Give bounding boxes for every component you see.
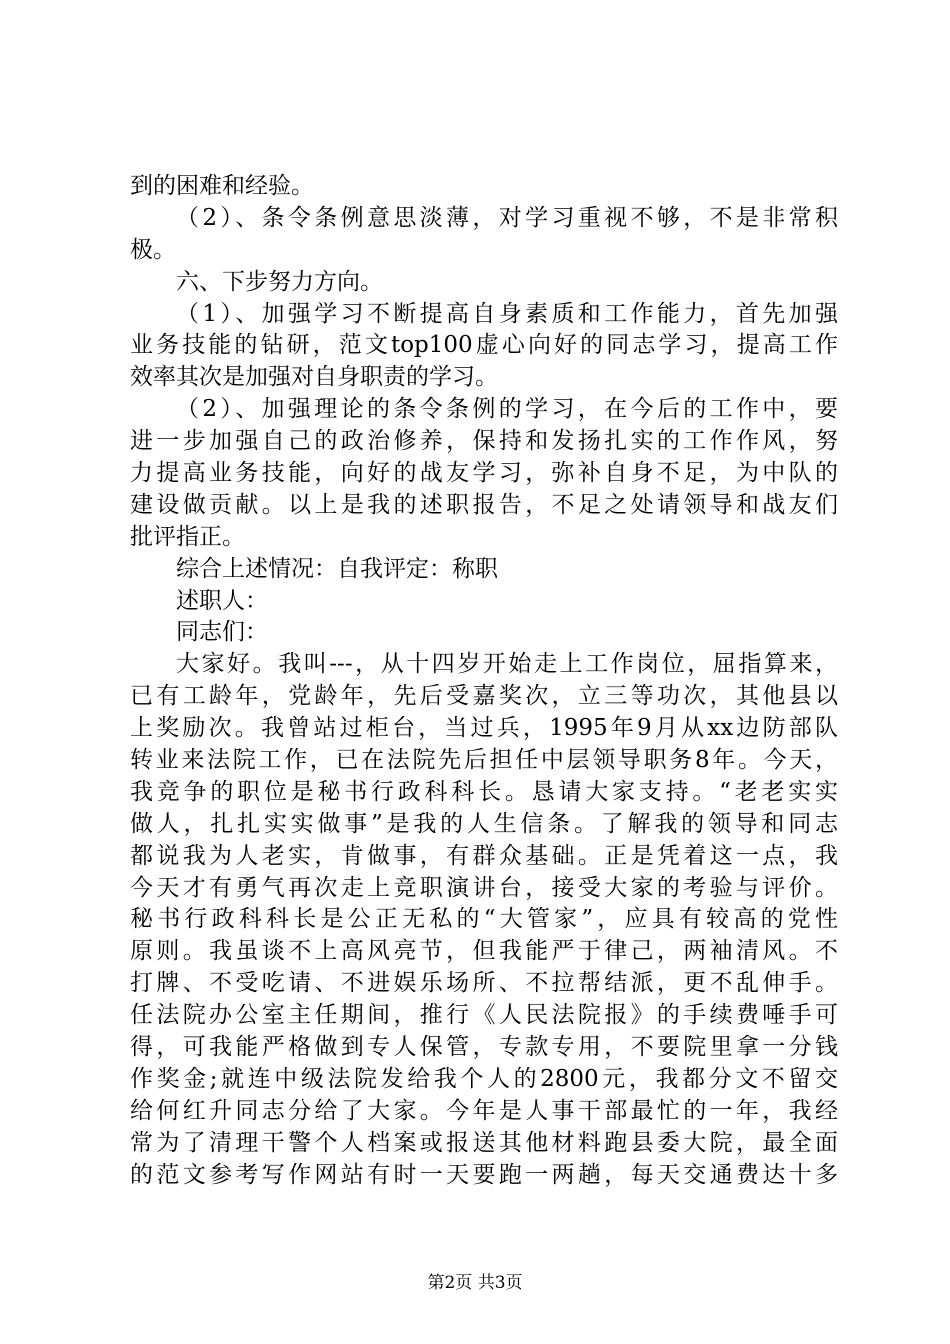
- body-text: [130, 171, 838, 1192]
- text-line: 转业来法院工作，已在法院先后担任中层领导职务8年。今天，: [130, 747, 838, 774]
- text-line: 得，可我能严格做到专人保管，专款专用，不要院里拿一分钱: [130, 1034, 838, 1061]
- text-line: 秘书行政科科长是公正无私的“大管家”，应具有较高的党性: [130, 906, 838, 933]
- text-line: 到的困难和经验。: [130, 173, 314, 199]
- text-line: 常为了清理干警个人档案或报送其他材料跑县委大院，最全面: [130, 1129, 838, 1156]
- text-line: 业务技能的钻研，范文top100虚心向好的同志学习，提高工作: [130, 332, 838, 359]
- text-line: 综合上述情况：自我评定：称职: [176, 555, 498, 582]
- text-line: 建设做贡献。以上是我的述职报告，不足之处请领导和战友们: [130, 491, 838, 518]
- text-line: 大家好。我叫---，从十四岁开始走上工作岗位，屈指算来，: [176, 651, 838, 678]
- text-line: 做人，扎扎实实做事”是我的人生信条。了解我的领导和同志: [130, 810, 838, 837]
- text-line: 力提高业务技能，向好的战友学习，弥补自身不足，为中队的: [130, 460, 838, 487]
- text-line: 同志们：: [176, 619, 268, 646]
- text-line: 给何红升同志分给了大家。今年是人事干部最忙的一年，我经: [130, 1097, 838, 1124]
- text-line: 任法院办公室主任期间，推行《人民法院报》的手续费唾手可: [130, 1002, 838, 1029]
- text-line: 进一步加强自己的政治修养，保持和发扬扎实的工作作风，努: [130, 428, 838, 455]
- text-line: 我竞争的职位是秘书行政科科长。恳请大家支持。“老老实实: [130, 778, 838, 805]
- text-line: 作奖金;就连中级法院发给我个人的2800元，我都分文不留交: [130, 1065, 838, 1092]
- text-line: 述职人：: [176, 587, 268, 614]
- text-line: 上奖励次。我曾站过柜台，当过兵，1995年9月从xx边防部队: [130, 715, 838, 742]
- text-line: 已有工龄年，党龄年，先后受嘉奖次，立三等功次，其他县以: [130, 683, 838, 710]
- text-line: 效率其次是加强对自身职责的学习。: [130, 364, 498, 391]
- text-line: 极。: [130, 236, 176, 263]
- text-line: 打牌、不受吃请、不进娱乐场所、不拉帮结派，更不乱伸手。: [130, 970, 838, 997]
- text-line: 批评指正。: [130, 523, 245, 550]
- text-line: 的范文参考写作网站有时一天要跑一两趟，每天交通费达十多: [130, 1161, 838, 1188]
- page-footer: 第2页 共3页: [427, 1273, 523, 1293]
- text-line: 今天才有勇气再次走上竞职演讲台，接受大家的考验与评价。: [130, 874, 838, 901]
- text-line: 都说我为人老实，肯做事，有群众基础。正是凭着这一点，我: [130, 842, 838, 869]
- text-line: （1）、加强学习不断提高自身素质和工作能力，首先加强: [176, 300, 838, 327]
- text-line: 原则。我虽谈不上高风亮节，但我能严于律己，两袖清风。不: [130, 938, 838, 965]
- text-line: 六、下步努力方向。: [176, 268, 383, 295]
- text-line: （2）、条令条例意思淡薄，对学习重视不够，不是非常积: [176, 204, 838, 231]
- text-line: （2）、加强理论的条令条例的学习，在今后的工作中，要: [176, 396, 838, 423]
